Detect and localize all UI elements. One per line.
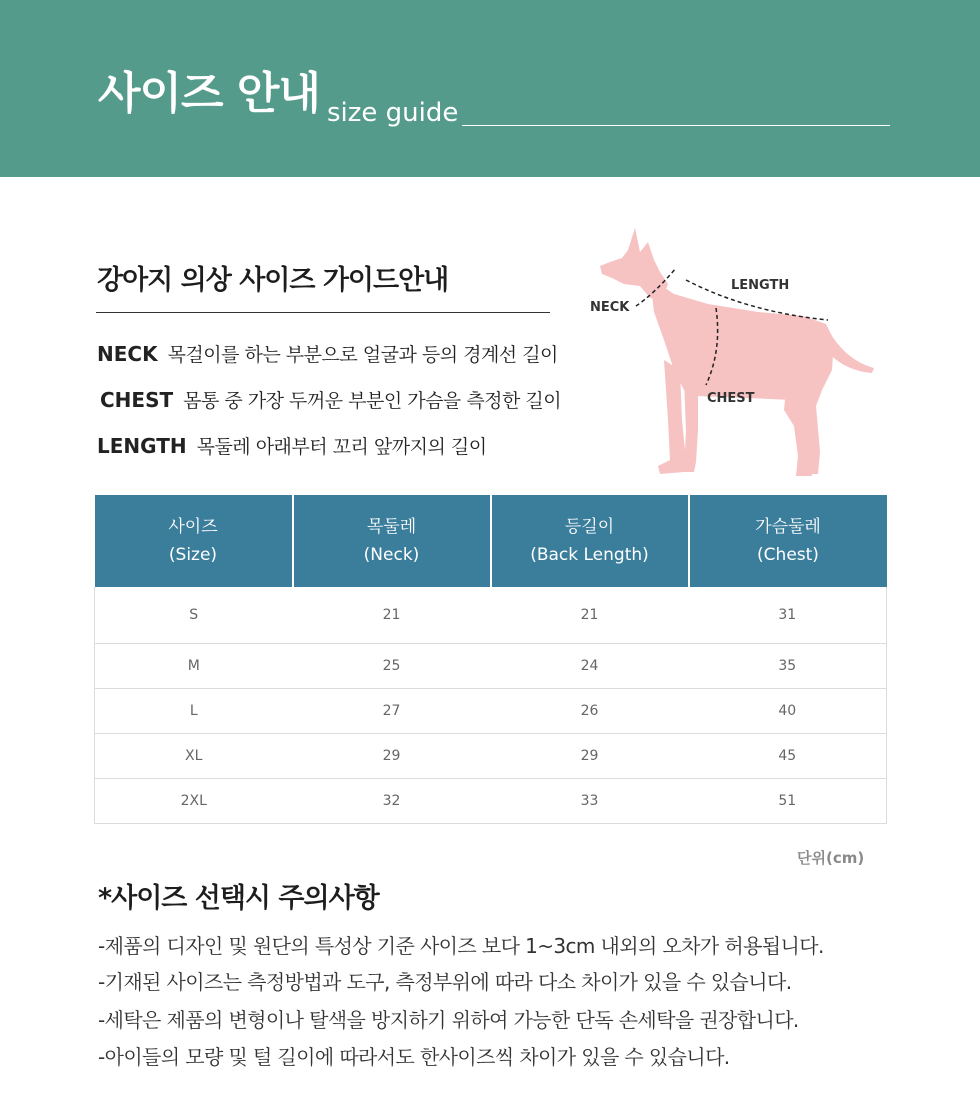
table-cell: 26 bbox=[491, 689, 689, 734]
definition-desc: 몸통 중 가장 두꺼운 부분인 가슴을 측정한 길이 bbox=[183, 390, 562, 412]
table-header-size: 사이즈 (Size) bbox=[95, 495, 293, 587]
diagram-label-neck: NECK bbox=[590, 300, 630, 315]
table-cell: 21 bbox=[491, 587, 689, 644]
table-cell: 33 bbox=[491, 779, 689, 824]
diagram-label-length: LENGTH bbox=[731, 278, 790, 293]
table-row bbox=[95, 734, 887, 779]
table-cell: 32 bbox=[293, 779, 491, 824]
table-row bbox=[95, 779, 887, 824]
size-table bbox=[94, 495, 887, 824]
guide-title: 강아지 의상 사이즈 가이드안내 bbox=[97, 265, 449, 296]
unit-label: 단위(cm) bbox=[797, 849, 865, 867]
table-cell: 25 bbox=[293, 644, 491, 689]
definition-neck bbox=[97, 340, 558, 367]
header-divider bbox=[462, 125, 890, 126]
table-row bbox=[95, 587, 887, 644]
table-row bbox=[95, 644, 887, 689]
table-cell: 40 bbox=[689, 689, 887, 734]
notice-line: -세탁은 제품의 변형이나 탈색을 방지하기 위하여 가능한 단독 손세탁을 권장합니다. bbox=[98, 1008, 799, 1032]
table-cell: 2XL bbox=[95, 779, 293, 824]
dog-silhouette-icon bbox=[588, 220, 888, 490]
definition-term: CHEST bbox=[100, 388, 174, 412]
definition-term: NECK bbox=[97, 342, 158, 366]
table-cell: L bbox=[95, 689, 293, 734]
table-header-chest: 가슴둘레 (Chest) bbox=[689, 495, 887, 587]
guide-divider bbox=[96, 312, 550, 313]
dog-measurement-diagram bbox=[588, 220, 888, 490]
table-cell: S bbox=[95, 587, 293, 644]
notice-line: -기재된 사이즈는 측정방법과 도구, 측정부위에 따라 다소 차이가 있을 수 있습니다. bbox=[98, 970, 792, 994]
table-cell: M bbox=[95, 644, 293, 689]
page-subtitle: size guide bbox=[327, 98, 459, 128]
table-row bbox=[95, 689, 887, 734]
definition-length bbox=[97, 432, 487, 459]
definition-chest bbox=[100, 386, 561, 413]
table-cell: 21 bbox=[293, 587, 491, 644]
table-cell: 35 bbox=[689, 644, 887, 689]
table-cell: 24 bbox=[491, 644, 689, 689]
table-cell: 45 bbox=[689, 734, 887, 779]
table-cell: 29 bbox=[293, 734, 491, 779]
table-cell: 51 bbox=[689, 779, 887, 824]
table-header-neck: 목둘레 (Neck) bbox=[293, 495, 491, 587]
table-cell: 27 bbox=[293, 689, 491, 734]
table-cell: 29 bbox=[491, 734, 689, 779]
table-cell: XL bbox=[95, 734, 293, 779]
table-cell: 31 bbox=[689, 587, 887, 644]
definition-term: LENGTH bbox=[97, 434, 187, 458]
notice-line: -제품의 디자인 및 원단의 특성상 기준 사이즈 보다 1~3cm 내외의 오차가 허용됩니다. bbox=[98, 934, 824, 958]
definition-desc: 목걸이를 하는 부분으로 얼굴과 등의 경계선 길이 bbox=[167, 344, 558, 366]
header-banner bbox=[0, 0, 980, 177]
page-title: 사이즈 안내 bbox=[98, 68, 320, 119]
table-header-row bbox=[95, 495, 887, 587]
notice-title: *사이즈 선택시 주의사항 bbox=[98, 883, 379, 914]
table-header-back-length: 등길이 (Back Length) bbox=[491, 495, 689, 587]
diagram-label-chest: CHEST bbox=[707, 391, 755, 406]
notice-line: -아이들의 모량 및 털 길이에 따라서도 한사이즈씩 차이가 있을 수 있습니다. bbox=[98, 1045, 730, 1069]
definition-desc: 목둘레 아래부터 꼬리 앞까지의 길이 bbox=[196, 436, 487, 458]
